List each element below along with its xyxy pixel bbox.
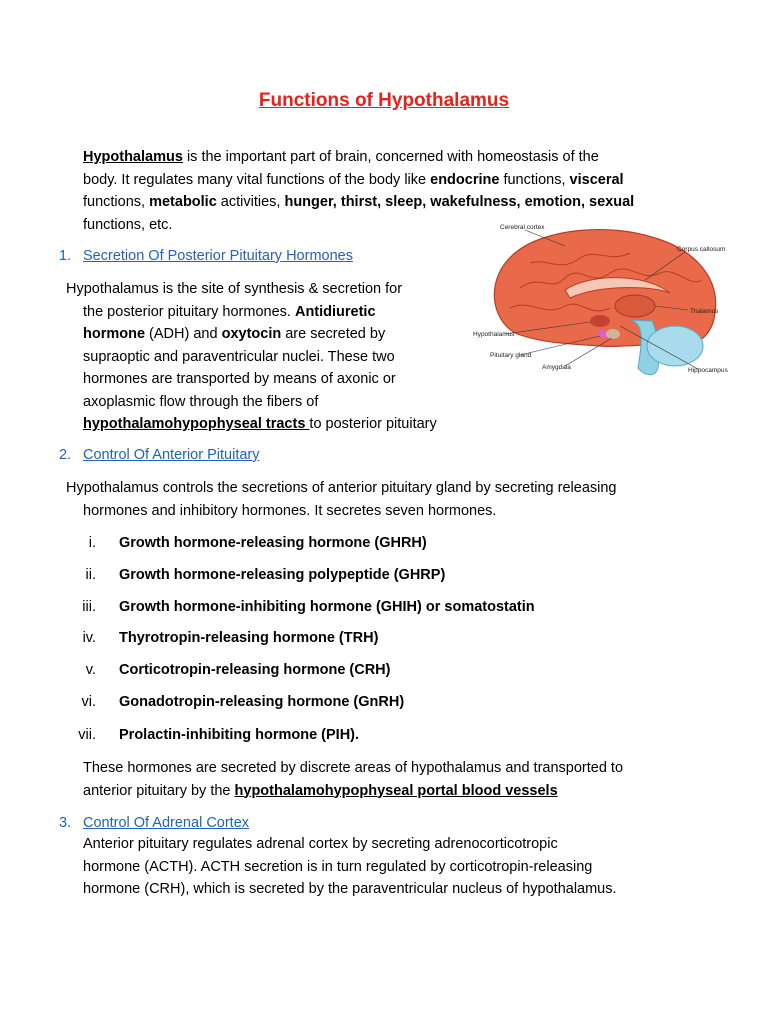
paragraph-line: hormone (ACTH). ACTH secretion is in turn regulated by corticotropin-releasing (83, 858, 593, 875)
list-item (62, 692, 404, 712)
term-antidiuretic: Antidiuretic (294, 303, 376, 320)
paragraph-line: hormones and inhibitory hormones. It secretes seven hormones. (83, 502, 497, 519)
term-list: hunger, thirst, sleep, wakefulness, emotion, sexual (284, 194, 635, 210)
section-2-heading (59, 444, 260, 466)
section-title: Control Of Adrenal Cortex (83, 815, 250, 831)
label-amygdala: Amygdala (542, 364, 571, 371)
section-number: 1. (59, 248, 72, 264)
paragraph-line: supraoptic and paraventricular nuclei. These two (83, 348, 395, 365)
section-1-paragraph (66, 278, 486, 436)
list-item-text: Gonadotropin-releasing hormone (GnRH) (119, 694, 405, 710)
paragraph-line: Hypothalamus is the site of synthesis & secretion for (66, 281, 403, 297)
term-hypothalamohypophyseal-tracts: hypothalamohypophyseal tracts (83, 416, 310, 432)
intro-line-2 (83, 169, 723, 192)
intro-text: functions, (83, 194, 150, 210)
intro-text: activities, (216, 194, 285, 210)
list-item (62, 597, 535, 617)
paragraph-line (66, 301, 486, 324)
thalamus-shape (615, 295, 655, 317)
intro-line-1 (83, 146, 723, 169)
list-marker: ii. (85, 567, 96, 583)
section-number: 3. (59, 815, 72, 831)
list-item-text: Thyrotropin-releasing hormone (TRH) (119, 630, 379, 646)
hypothalamus-shape (590, 315, 610, 327)
label-hypothalamus: Hypothalamus (473, 331, 515, 338)
list-marker: vi. (81, 694, 96, 710)
amygdala-shape (606, 329, 620, 339)
list-item-text: Growth hormone-releasing hormone (GHRH) (119, 535, 427, 551)
section-number: 2. (59, 447, 72, 463)
term-metabolic: metabolic (149, 194, 217, 210)
paragraph-line (66, 323, 486, 346)
paragraph-line: Anterior pituitary regulates adrenal cortex by secreting adrenocorticotropic (83, 836, 558, 852)
paragraph-line (66, 413, 486, 436)
list-marker: v. (85, 662, 96, 678)
brain-diagram (470, 218, 740, 393)
text: are secreted by (281, 326, 386, 342)
term-endocrine: endocrine (430, 171, 500, 188)
paragraph-line: Hypothalamus controls the secretions of anterior pituitary gland by secreting releasing (66, 480, 617, 496)
text: to posterior pituitary (309, 416, 437, 432)
list-marker: i. (88, 535, 96, 551)
list-item-text: Corticotropin-releasing hormone (CRH) (119, 662, 391, 678)
section-title: Secretion Of Posterior Pituitary Hormones (83, 248, 353, 264)
label-hippocampus: Hippocampus (688, 367, 728, 374)
paragraph-line: axoplasmic flow through the fibers of (83, 393, 319, 410)
list-item-text: Growth hormone-inhibiting hormone (GHIH) or somatostatin (119, 599, 535, 615)
section-title: Control Of Anterior Pituitary (83, 447, 260, 463)
list-marker: iv. (82, 630, 96, 646)
list-item-text: Prolactin-inhibiting hormone (PIH). (119, 727, 360, 743)
term-visceral: visceral (569, 171, 624, 188)
page-title: Functions of Hypothalamus (258, 90, 510, 111)
paragraph-line (83, 780, 743, 803)
term-portal-blood-vessels: hypothalamohypophyseal portal blood vessels (234, 782, 558, 799)
section-2-closing-paragraph (83, 757, 743, 802)
list-item (62, 725, 359, 745)
intro-text: body. It regulates many vital functions of the body like (83, 171, 431, 188)
paragraph-line: hormones are transported by means of axonic or (83, 371, 396, 387)
list-item-text: Growth hormone-releasing polypeptide (GHRP) (119, 567, 446, 583)
list-item (62, 660, 390, 680)
intro-text: is the important part of brain, concerned with homeostasis of the (182, 149, 599, 165)
list-item (62, 628, 378, 648)
paragraph-line: These hormones are secreted by discrete areas of hypothalamus and transported to (83, 760, 624, 776)
cerebellum-shape (647, 326, 703, 366)
label-thalamus: Thalamus (690, 308, 719, 315)
intro-line-3 (83, 191, 723, 214)
section-2-paragraph (66, 477, 736, 522)
text: the posterior pituitary hormones. (83, 303, 295, 320)
intro-text: functions, (499, 171, 570, 188)
term-oxytocin: oxytocin (221, 326, 282, 342)
section-3-heading (59, 812, 249, 834)
term-hypothalamus: Hypothalamus (83, 149, 183, 165)
section-1-heading (59, 245, 353, 267)
intro-text: functions, etc. (83, 216, 173, 233)
list-marker: iii. (82, 599, 96, 615)
list-marker: vii. (78, 727, 96, 743)
text: (ADH) and (145, 326, 222, 342)
section-3-paragraph (83, 833, 743, 901)
label-cerebral-cortex: Cerebral cortex (500, 224, 545, 231)
list-item (62, 533, 427, 553)
label-corpus-callosum: Corpus callosum (677, 246, 726, 253)
label-pituitary-gland: Pituitary gland (490, 352, 532, 359)
text: anterior pituitary by the (83, 782, 235, 799)
list-item (62, 565, 445, 585)
term-hormone: hormone (83, 326, 146, 342)
paragraph-line: hormone (CRH), which is secreted by the paraventricular nucleus of hypothalamus. (83, 881, 617, 897)
